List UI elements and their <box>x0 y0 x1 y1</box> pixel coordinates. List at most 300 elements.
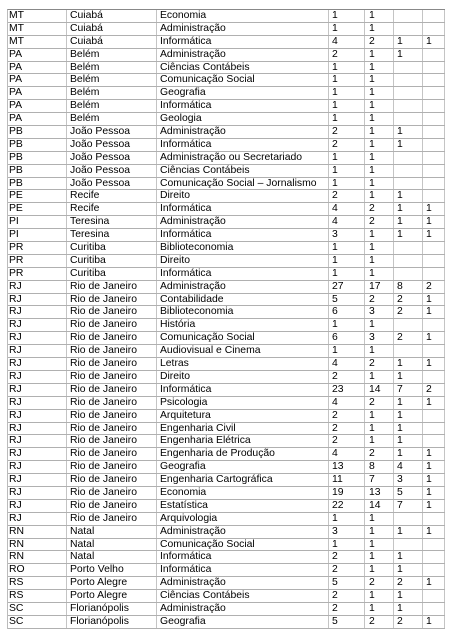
count-cell-1: 1 <box>369 87 375 99</box>
table-row <box>8 371 445 384</box>
total-cell: 5 <box>332 293 338 305</box>
state-cell: RJ <box>9 396 22 408</box>
state-cell: RJ <box>9 435 22 447</box>
total-cell: 1 <box>332 100 338 112</box>
count-cell-1: 1 <box>369 10 375 21</box>
table-row <box>8 345 445 358</box>
count-cell-1: 1 <box>369 48 375 60</box>
state-cell: SC <box>9 615 24 627</box>
count-cell-2: 2 <box>397 293 403 305</box>
count-cell-2: 1 <box>397 203 403 215</box>
total-cell: 27 <box>332 280 344 292</box>
count-cell-1: 1 <box>369 22 375 34</box>
table-row <box>8 87 445 100</box>
city-cell: Rio de Janeiro <box>70 461 138 473</box>
table-row <box>8 62 445 75</box>
city-cell: Rio de Janeiro <box>70 319 138 331</box>
count-cell-1: 17 <box>369 280 381 292</box>
count-cell-2: 1 <box>397 448 403 460</box>
count-cell-3: 1 <box>426 306 432 318</box>
course-cell: Audiovisual e Cinema <box>160 345 261 357</box>
count-cell-3: 1 <box>426 203 432 215</box>
count-cell-1: 1 <box>369 551 375 563</box>
count-cell-2: 3 <box>397 474 403 486</box>
course-cell: Biblioteconomia <box>160 242 234 254</box>
table-row <box>8 410 445 423</box>
total-cell: 4 <box>332 358 338 370</box>
course-cell: Administração <box>160 577 226 589</box>
state-cell: RJ <box>9 422 22 434</box>
city-cell: Belém <box>70 74 100 86</box>
count-cell-2: 7 <box>397 499 403 511</box>
city-cell: Rio de Janeiro <box>70 370 138 382</box>
city-cell: João Pessoa <box>70 151 131 163</box>
table-row <box>8 551 445 564</box>
city-cell: Florianópolis <box>70 602 129 614</box>
city-cell: Rio de Janeiro <box>70 448 138 460</box>
total-cell: 2 <box>332 590 338 602</box>
count-cell-1: 2 <box>369 615 375 627</box>
city-cell: Rio de Janeiro <box>70 435 138 447</box>
count-cell-1: 1 <box>369 538 375 550</box>
count-cell-1: 1 <box>369 345 375 357</box>
count-cell-2: 2 <box>397 306 403 318</box>
count-cell-1: 3 <box>369 332 375 344</box>
count-cell-1: 2 <box>369 448 375 460</box>
city-cell: Natal <box>70 538 95 550</box>
table-row <box>8 577 445 590</box>
table-row <box>8 384 445 397</box>
course-cell: Economia <box>160 486 207 498</box>
city-cell: Curitiba <box>70 254 106 266</box>
state-cell: RJ <box>9 474 22 486</box>
count-cell-1: 1 <box>369 590 375 602</box>
state-cell: MT <box>9 10 25 21</box>
course-cell: Administração <box>160 602 226 614</box>
course-cell: Informática <box>160 203 212 215</box>
table-row <box>8 423 445 436</box>
course-cell: Informática <box>160 100 212 112</box>
state-cell: RJ <box>9 499 22 511</box>
count-cell-2: 1 <box>397 422 403 434</box>
count-cell-1: 1 <box>369 242 375 254</box>
count-cell-1: 1 <box>369 126 375 138</box>
total-cell: 1 <box>332 177 338 189</box>
table-row <box>8 294 445 307</box>
table-row <box>8 36 445 49</box>
state-cell: RJ <box>9 306 22 318</box>
table-row <box>8 229 445 242</box>
count-cell-1: 2 <box>369 396 375 408</box>
state-cell: RN <box>9 538 25 550</box>
total-cell: 4 <box>332 35 338 47</box>
table-row <box>8 435 445 448</box>
table-row <box>8 306 445 319</box>
state-cell: RS <box>9 590 24 602</box>
count-cell-1: 1 <box>369 422 375 434</box>
count-cell-1: 1 <box>369 229 375 241</box>
course-cell: Engenharia de Produção <box>160 448 275 460</box>
course-cell: Comunicação Social <box>160 332 255 344</box>
city-cell: Natal <box>70 525 95 537</box>
count-cell-1: 13 <box>369 486 381 498</box>
table-row <box>8 23 445 36</box>
course-cell: Ciências Contábeis <box>160 164 250 176</box>
state-cell: RJ <box>9 293 22 305</box>
course-cell: Direito <box>160 370 191 382</box>
count-cell-3: 1 <box>426 35 432 47</box>
count-cell-1: 1 <box>369 113 375 125</box>
course-cell: Geografia <box>160 87 206 99</box>
table-row <box>8 74 445 87</box>
total-cell: 1 <box>332 61 338 73</box>
city-cell: Belém <box>70 87 100 99</box>
course-cell: Geografia <box>160 615 206 627</box>
course-cell: Engenharia Civil <box>160 422 236 434</box>
count-cell-1: 7 <box>369 474 375 486</box>
table-row <box>8 539 445 552</box>
total-cell: 1 <box>332 113 338 125</box>
count-cell-1: 1 <box>369 254 375 266</box>
table-row <box>8 513 445 526</box>
count-cell-2: 1 <box>397 370 403 382</box>
course-cell: Comunicação Social <box>160 538 255 550</box>
count-cell-3: 2 <box>426 280 432 292</box>
total-cell: 1 <box>332 512 338 524</box>
count-cell-2: 1 <box>397 216 403 228</box>
course-cell: Informática <box>160 229 212 241</box>
total-cell: 1 <box>332 74 338 86</box>
total-cell: 22 <box>332 499 344 511</box>
course-cell: Administração <box>160 126 226 138</box>
total-cell: 5 <box>332 615 338 627</box>
table-row <box>8 319 445 332</box>
table-row <box>8 126 445 139</box>
state-cell: RJ <box>9 383 22 395</box>
course-cell: Informática <box>160 267 212 279</box>
count-cell-3: 1 <box>426 486 432 498</box>
city-cell: Curitiba <box>70 267 106 279</box>
course-cell: Comunicação Social – Jornalismo <box>160 177 317 189</box>
total-cell: 2 <box>332 48 338 60</box>
state-cell: PB <box>9 138 23 150</box>
table-row <box>8 242 445 255</box>
total-cell: 6 <box>332 332 338 344</box>
city-cell: Rio de Janeiro <box>70 512 138 524</box>
course-cell: Geografia <box>160 461 206 473</box>
course-cell: Ciências Contábeis <box>160 590 250 602</box>
course-cell: Administração <box>160 216 226 228</box>
count-cell-3: 1 <box>426 474 432 486</box>
count-cell-2: 1 <box>397 409 403 421</box>
count-cell-2: 2 <box>397 577 403 589</box>
course-cell: Direito <box>160 190 191 202</box>
course-cell: Informática <box>160 551 212 563</box>
count-cell-1: 1 <box>369 525 375 537</box>
state-cell: PA <box>9 87 23 99</box>
total-cell: 1 <box>332 254 338 266</box>
course-cell: Administração <box>160 22 226 34</box>
city-cell: Curitiba <box>70 242 106 254</box>
course-cell: Informática <box>160 564 212 576</box>
total-cell: 23 <box>332 383 344 395</box>
total-cell: 5 <box>332 577 338 589</box>
table-row <box>8 255 445 268</box>
course-cell: Letras <box>160 358 189 370</box>
table-row <box>8 139 445 152</box>
count-cell-3: 1 <box>426 293 432 305</box>
state-cell: RJ <box>9 461 22 473</box>
count-cell-2: 1 <box>397 138 403 150</box>
total-cell: 4 <box>332 448 338 460</box>
state-cell: PR <box>9 254 24 266</box>
city-cell: Belém <box>70 61 100 73</box>
city-cell: Rio de Janeiro <box>70 358 138 370</box>
count-cell-1: 1 <box>369 190 375 202</box>
vacancy-table <box>7 9 445 629</box>
count-cell-3: 1 <box>426 358 432 370</box>
state-cell: PA <box>9 61 23 73</box>
city-cell: Rio de Janeiro <box>70 499 138 511</box>
count-cell-1: 1 <box>369 435 375 447</box>
count-cell-1: 1 <box>369 370 375 382</box>
city-cell: Belém <box>70 113 100 125</box>
count-cell-1: 1 <box>369 267 375 279</box>
count-cell-1: 1 <box>369 602 375 614</box>
count-cell-1: 1 <box>369 138 375 150</box>
table-row <box>8 281 445 294</box>
count-cell-1: 2 <box>369 216 375 228</box>
state-cell: RS <box>9 577 24 589</box>
state-cell: PB <box>9 177 23 189</box>
state-cell: PR <box>9 267 24 279</box>
state-cell: RJ <box>9 448 22 460</box>
state-cell: MT <box>9 22 25 34</box>
total-cell: 2 <box>332 138 338 150</box>
city-cell: Rio de Janeiro <box>70 422 138 434</box>
city-cell: Cuiabá <box>70 10 103 21</box>
city-cell: Rio de Janeiro <box>70 409 138 421</box>
count-cell-3: 2 <box>426 383 432 395</box>
city-cell: Porto Alegre <box>70 590 128 602</box>
total-cell: 4 <box>332 203 338 215</box>
city-cell: Rio de Janeiro <box>70 345 138 357</box>
city-cell: Porto Velho <box>70 564 124 576</box>
state-cell: RJ <box>9 345 22 357</box>
total-cell: 1 <box>332 22 338 34</box>
count-cell-2: 1 <box>397 229 403 241</box>
count-cell-1: 8 <box>369 461 375 473</box>
state-cell: RJ <box>9 370 22 382</box>
course-cell: Biblioteconomia <box>160 306 234 318</box>
city-cell: João Pessoa <box>70 126 131 138</box>
count-cell-3: 1 <box>426 216 432 228</box>
course-cell: Engenharia Elétrica <box>160 435 251 447</box>
state-cell: PB <box>9 164 23 176</box>
count-cell-2: 1 <box>397 525 403 537</box>
state-cell: RJ <box>9 486 22 498</box>
count-cell-1: 1 <box>369 151 375 163</box>
state-cell: PI <box>9 229 19 241</box>
table-row <box>8 616 445 629</box>
course-cell: Estatística <box>160 499 208 511</box>
count-cell-2: 7 <box>397 383 403 395</box>
city-cell: João Pessoa <box>70 138 131 150</box>
count-cell-3: 1 <box>426 332 432 344</box>
state-cell: RN <box>9 551 25 563</box>
city-cell: Cuiabá <box>70 22 103 34</box>
table-row <box>8 190 445 203</box>
total-cell: 1 <box>332 87 338 99</box>
count-cell-1: 2 <box>369 358 375 370</box>
table-row <box>8 152 445 165</box>
course-cell: Arquivologia <box>160 512 218 524</box>
count-cell-1: 1 <box>369 512 375 524</box>
course-cell: Administração <box>160 48 226 60</box>
total-cell: 1 <box>332 538 338 550</box>
total-cell: 2 <box>332 190 338 202</box>
count-cell-2: 1 <box>397 126 403 138</box>
course-cell: Administração ou Secretariado <box>160 151 303 163</box>
total-cell: 2 <box>332 370 338 382</box>
total-cell: 2 <box>332 422 338 434</box>
count-cell-2: 1 <box>397 358 403 370</box>
course-cell: Direito <box>160 254 191 266</box>
state-cell: RO <box>9 564 25 576</box>
total-cell: 1 <box>332 267 338 279</box>
count-cell-1: 2 <box>369 35 375 47</box>
count-cell-2: 2 <box>397 615 403 627</box>
count-cell-3: 1 <box>426 461 432 473</box>
city-cell: Florianópolis <box>70 615 129 627</box>
city-cell: João Pessoa <box>70 164 131 176</box>
state-cell: RJ <box>9 332 22 344</box>
city-cell: Rio de Janeiro <box>70 306 138 318</box>
city-cell: Belém <box>70 48 100 60</box>
total-cell: 1 <box>332 345 338 357</box>
count-cell-2: 1 <box>397 190 403 202</box>
count-cell-2: 1 <box>397 48 403 60</box>
count-cell-1: 1 <box>369 100 375 112</box>
table-row <box>8 461 445 474</box>
course-cell: Ciências Contábeis <box>160 61 250 73</box>
count-cell-3: 1 <box>426 615 432 627</box>
table-row <box>8 100 445 113</box>
course-cell: Informática <box>160 35 212 47</box>
state-cell: PA <box>9 100 23 112</box>
course-cell: Engenharia Cartográfica <box>160 474 273 486</box>
table-row <box>8 500 445 513</box>
table-row <box>8 178 445 191</box>
count-cell-3: 1 <box>426 229 432 241</box>
count-cell-1: 14 <box>369 383 381 395</box>
state-cell: PE <box>9 203 23 215</box>
count-cell-2: 1 <box>397 602 403 614</box>
count-cell-1: 14 <box>369 499 381 511</box>
state-cell: PI <box>9 216 19 228</box>
total-cell: 1 <box>332 319 338 331</box>
total-cell: 3 <box>332 525 338 537</box>
course-cell: Geologia <box>160 113 202 125</box>
table-row <box>8 358 445 371</box>
course-cell: Informática <box>160 138 212 150</box>
table-row <box>8 203 445 216</box>
count-cell-2: 1 <box>397 396 403 408</box>
total-cell: 11 <box>332 474 343 486</box>
count-cell-2: 8 <box>397 280 403 292</box>
count-cell-1: 1 <box>369 564 375 576</box>
table-row <box>8 49 445 62</box>
state-cell: PR <box>9 242 24 254</box>
table-row <box>8 448 445 461</box>
count-cell-2: 2 <box>397 332 403 344</box>
state-cell: RJ <box>9 319 22 331</box>
count-cell-2: 1 <box>397 564 403 576</box>
count-cell-1: 1 <box>369 74 375 86</box>
table-row <box>8 332 445 345</box>
count-cell-2: 4 <box>397 461 403 473</box>
count-cell-2: 1 <box>397 551 403 563</box>
total-cell: 4 <box>332 396 338 408</box>
state-cell: PB <box>9 126 23 138</box>
total-cell: 19 <box>332 486 344 498</box>
count-cell-2: 5 <box>397 486 403 498</box>
count-cell-1: 2 <box>369 577 375 589</box>
total-cell: 2 <box>332 409 338 421</box>
count-cell-3: 1 <box>426 525 432 537</box>
city-cell: Cuiabá <box>70 35 103 47</box>
count-cell-1: 1 <box>369 164 375 176</box>
table-row <box>8 397 445 410</box>
total-cell: 1 <box>332 242 338 254</box>
table-row <box>8 487 445 500</box>
state-cell: MT <box>9 35 25 47</box>
count-cell-3: 1 <box>426 499 432 511</box>
state-cell: PA <box>9 48 23 60</box>
state-cell: RJ <box>9 512 22 524</box>
course-cell: Informática <box>160 383 212 395</box>
state-cell: RJ <box>9 358 22 370</box>
course-cell: Administração <box>160 280 226 292</box>
count-cell-1: 1 <box>369 61 375 73</box>
course-cell: Arquitetura <box>160 409 211 421</box>
table-row <box>8 216 445 229</box>
city-cell: Rio de Janeiro <box>70 332 138 344</box>
table-row <box>8 590 445 603</box>
table-row <box>8 10 445 23</box>
table-row <box>8 603 445 616</box>
count-cell-1: 2 <box>369 293 375 305</box>
count-cell-3: 1 <box>426 396 432 408</box>
course-cell: Psicologia <box>160 396 208 408</box>
city-cell: Rio de Janeiro <box>70 396 138 408</box>
total-cell: 2 <box>332 435 338 447</box>
count-cell-1: 1 <box>369 409 375 421</box>
city-cell: Belém <box>70 100 100 112</box>
count-cell-1: 1 <box>369 177 375 189</box>
state-cell: PA <box>9 74 23 86</box>
city-cell: Recife <box>70 190 100 202</box>
city-cell: Rio de Janeiro <box>70 474 138 486</box>
table-row <box>8 113 445 126</box>
total-cell: 2 <box>332 602 338 614</box>
course-cell: Economia <box>160 10 207 21</box>
total-cell: 4 <box>332 216 338 228</box>
state-cell: PE <box>9 190 23 202</box>
total-cell: 2 <box>332 564 338 576</box>
course-cell: História <box>160 319 196 331</box>
table-row <box>8 526 445 539</box>
